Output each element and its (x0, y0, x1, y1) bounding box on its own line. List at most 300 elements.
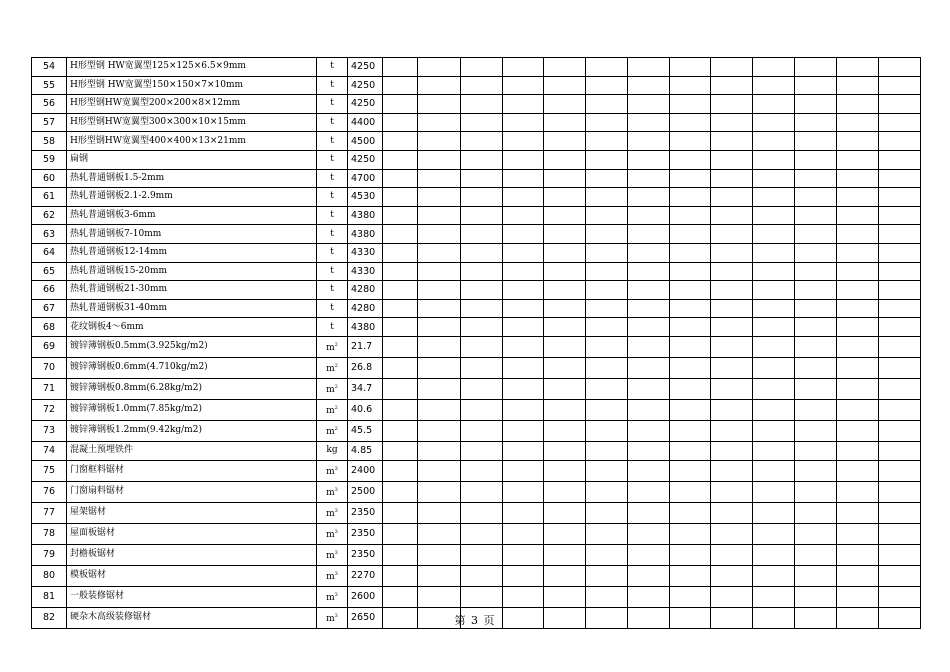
unit-exponent: 3 (334, 570, 338, 577)
unit (317, 378, 348, 399)
empty-cell (383, 281, 418, 300)
empty-cell (383, 169, 418, 188)
unit (317, 544, 348, 565)
empty-cell (837, 299, 879, 318)
empty-cell (586, 58, 628, 77)
row-number: 68 (32, 318, 67, 337)
row-number: 66 (32, 281, 67, 300)
empty-cell (879, 378, 921, 399)
empty-cell (544, 481, 586, 502)
empty-cell (670, 565, 711, 586)
empty-cell (795, 150, 837, 169)
empty-cell (670, 58, 711, 77)
row-number: 76 (32, 481, 67, 502)
empty-cell (586, 225, 628, 244)
empty-cell (586, 76, 628, 95)
unit-price: 4330 (348, 262, 383, 281)
empty-cell (670, 206, 711, 225)
empty-cell (383, 243, 418, 262)
material-name: H形型钢 HW宽翼型150×150×7×10mm (67, 76, 317, 95)
empty-cell (628, 95, 670, 114)
empty-cell (837, 281, 879, 300)
empty-cell (670, 188, 711, 207)
unit-price: 4250 (348, 58, 383, 77)
empty-cell (586, 169, 628, 188)
material-name: H形型钢HW宽翼型200×200×8×12mm (67, 95, 317, 114)
empty-cell (503, 281, 544, 300)
empty-cell (711, 299, 753, 318)
empty-cell (383, 113, 418, 132)
empty-cell (383, 132, 418, 151)
unit-exponent: 3 (334, 591, 338, 598)
row-number: 55 (32, 76, 67, 95)
empty-cell (711, 460, 753, 481)
unit-text: kg (326, 445, 338, 456)
empty-cell (418, 481, 461, 502)
unit-text: m (326, 363, 335, 374)
empty-cell (418, 58, 461, 77)
empty-cell (586, 523, 628, 544)
row-number: 54 (32, 58, 67, 77)
empty-cell (503, 378, 544, 399)
empty-cell (586, 95, 628, 114)
empty-cell (544, 58, 586, 77)
empty-cell (383, 95, 418, 114)
empty-cell (383, 378, 418, 399)
empty-cell (503, 169, 544, 188)
empty-cell (503, 544, 544, 565)
empty-cell (753, 262, 795, 281)
unit-price: 2500 (348, 481, 383, 502)
empty-cell (711, 565, 753, 586)
material-name: 热轧普通钢板31-40mm (67, 299, 317, 318)
empty-cell (795, 169, 837, 188)
empty-cell (879, 441, 921, 460)
row-number: 77 (32, 502, 67, 523)
unit-price: 4380 (348, 318, 383, 337)
table-row (32, 262, 921, 281)
empty-cell (753, 76, 795, 95)
empty-cell (586, 544, 628, 565)
table-row (32, 441, 921, 460)
empty-cell (795, 460, 837, 481)
unit-text: m (326, 571, 335, 582)
empty-cell (586, 113, 628, 132)
unit-price: 2350 (348, 523, 383, 544)
empty-cell (418, 95, 461, 114)
empty-cell (503, 357, 544, 378)
empty-cell (383, 188, 418, 207)
empty-cell (461, 441, 503, 460)
empty-cell (383, 262, 418, 281)
unit-price: 4500 (348, 132, 383, 151)
empty-cell (753, 318, 795, 337)
unit-price: 4280 (348, 281, 383, 300)
empty-cell (753, 565, 795, 586)
unit (317, 399, 348, 420)
empty-cell (837, 318, 879, 337)
empty-cell (670, 318, 711, 337)
table-row (32, 481, 921, 502)
material-name: 花纹钢板4～6mm (67, 318, 317, 337)
unit-exponent: 3 (334, 549, 338, 556)
empty-cell (418, 336, 461, 357)
empty-cell (837, 399, 879, 420)
row-number: 64 (32, 243, 67, 262)
empty-cell (753, 481, 795, 502)
empty-cell (795, 399, 837, 420)
empty-cell (670, 586, 711, 607)
empty-cell (753, 113, 795, 132)
empty-cell (879, 58, 921, 77)
empty-cell (461, 206, 503, 225)
empty-cell (418, 441, 461, 460)
unit-text: t (330, 228, 334, 239)
empty-cell (418, 188, 461, 207)
empty-cell (711, 206, 753, 225)
table-row (32, 132, 921, 151)
table-row (32, 420, 921, 441)
empty-cell (879, 357, 921, 378)
empty-cell (503, 225, 544, 244)
table-row (32, 95, 921, 114)
empty-cell (586, 502, 628, 523)
empty-cell (461, 378, 503, 399)
row-number: 81 (32, 586, 67, 607)
empty-cell (879, 113, 921, 132)
table-row (32, 544, 921, 565)
empty-cell (461, 76, 503, 95)
empty-cell (383, 318, 418, 337)
empty-cell (418, 225, 461, 244)
empty-cell (461, 523, 503, 544)
empty-cell (503, 523, 544, 544)
empty-cell (461, 565, 503, 586)
table-row (32, 523, 921, 544)
material-name: H形型钢 HW宽翼型125×125×6.5×9mm (67, 58, 317, 77)
unit-text: m (326, 613, 335, 624)
unit (317, 420, 348, 441)
material-name: 热轧普通钢板21-30mm (67, 281, 317, 300)
empty-cell (628, 132, 670, 151)
row-number: 69 (32, 336, 67, 357)
empty-cell (418, 132, 461, 151)
empty-cell (753, 399, 795, 420)
table-row (32, 336, 921, 357)
empty-cell (544, 378, 586, 399)
empty-cell (544, 188, 586, 207)
unit (317, 150, 348, 169)
empty-cell (544, 318, 586, 337)
empty-cell (544, 565, 586, 586)
empty-cell (383, 58, 418, 77)
unit (317, 481, 348, 502)
empty-cell (711, 399, 753, 420)
empty-cell (544, 262, 586, 281)
empty-cell (503, 441, 544, 460)
unit-price: 2270 (348, 565, 383, 586)
empty-cell (670, 502, 711, 523)
empty-cell (711, 225, 753, 244)
empty-cell (586, 262, 628, 281)
empty-cell (753, 188, 795, 207)
empty-cell (628, 420, 670, 441)
unit (317, 113, 348, 132)
empty-cell (837, 502, 879, 523)
empty-cell (795, 378, 837, 399)
empty-cell (586, 206, 628, 225)
empty-cell (628, 225, 670, 244)
empty-cell (503, 150, 544, 169)
table-row (32, 58, 921, 77)
empty-cell (711, 95, 753, 114)
unit-text: t (330, 284, 334, 295)
empty-cell (586, 481, 628, 502)
empty-cell (503, 76, 544, 95)
empty-cell (418, 399, 461, 420)
empty-cell (670, 523, 711, 544)
empty-cell (503, 586, 544, 607)
empty-cell (711, 318, 753, 337)
empty-cell (628, 113, 670, 132)
empty-cell (795, 206, 837, 225)
empty-cell (628, 460, 670, 481)
empty-cell (418, 378, 461, 399)
empty-cell (795, 544, 837, 565)
empty-cell (753, 441, 795, 460)
empty-cell (503, 502, 544, 523)
unit-text: t (330, 265, 334, 276)
empty-cell (383, 420, 418, 441)
empty-cell (418, 206, 461, 225)
row-number: 80 (32, 565, 67, 586)
empty-cell (795, 243, 837, 262)
empty-cell (586, 420, 628, 441)
row-number: 61 (32, 188, 67, 207)
empty-cell (461, 132, 503, 151)
empty-cell (670, 336, 711, 357)
row-number: 78 (32, 523, 67, 544)
empty-cell (628, 502, 670, 523)
material-name: 热轧普通钢板3-6mm (67, 206, 317, 225)
unit-price: 4250 (348, 95, 383, 114)
unit-text: t (330, 172, 334, 183)
empty-cell (879, 150, 921, 169)
row-number: 82 (32, 607, 67, 628)
empty-cell (503, 299, 544, 318)
material-name: H形型钢HW宽翼型400×400×13×21mm (67, 132, 317, 151)
empty-cell (670, 150, 711, 169)
empty-cell (628, 76, 670, 95)
empty-cell (711, 357, 753, 378)
unit (317, 188, 348, 207)
unit-text: t (330, 321, 334, 332)
material-name: 硬杂木高级装修锯材 (67, 607, 317, 628)
material-name: 屋面板锯材 (67, 523, 317, 544)
empty-cell (544, 399, 586, 420)
unit (317, 441, 348, 460)
empty-cell (461, 399, 503, 420)
empty-cell (503, 206, 544, 225)
unit-price: 2650 (348, 607, 383, 628)
empty-cell (879, 481, 921, 502)
unit-text: t (330, 210, 334, 221)
unit-price: 4380 (348, 206, 383, 225)
row-number: 65 (32, 262, 67, 281)
unit-exponent: 2 (334, 425, 338, 432)
unit-text: m (326, 550, 335, 561)
table-row (32, 225, 921, 244)
unit-text: m (326, 487, 335, 498)
table-row (32, 299, 921, 318)
unit-text: t (330, 303, 334, 314)
unit-text: m (326, 592, 335, 603)
empty-cell (383, 299, 418, 318)
empty-cell (544, 225, 586, 244)
table-row (32, 378, 921, 399)
material-name: 模板锯材 (67, 565, 317, 586)
empty-cell (670, 441, 711, 460)
empty-cell (418, 318, 461, 337)
row-number: 73 (32, 420, 67, 441)
empty-cell (418, 76, 461, 95)
empty-cell (586, 357, 628, 378)
unit-text: t (330, 61, 334, 72)
empty-cell (586, 336, 628, 357)
row-number: 67 (32, 299, 67, 318)
empty-cell (418, 586, 461, 607)
unit (317, 58, 348, 77)
empty-cell (711, 523, 753, 544)
empty-cell (418, 243, 461, 262)
empty-cell (461, 113, 503, 132)
table-row (32, 586, 921, 607)
empty-cell (628, 243, 670, 262)
empty-cell (837, 586, 879, 607)
empty-cell (670, 243, 711, 262)
empty-cell (879, 502, 921, 523)
empty-cell (795, 481, 837, 502)
empty-cell (461, 336, 503, 357)
empty-cell (879, 318, 921, 337)
empty-cell (795, 502, 837, 523)
empty-cell (879, 132, 921, 151)
empty-cell (418, 281, 461, 300)
unit-exponent: 2 (334, 383, 338, 390)
unit-price: 26.8 (348, 357, 383, 378)
empty-cell (795, 441, 837, 460)
empty-cell (586, 586, 628, 607)
empty-cell (711, 586, 753, 607)
empty-cell (753, 281, 795, 300)
table-body (32, 58, 921, 629)
material-name: 热轧普通钢板1.5-2mm (67, 169, 317, 188)
unit-price: 4400 (348, 113, 383, 132)
empty-cell (711, 150, 753, 169)
unit-exponent: 3 (334, 465, 338, 472)
empty-cell (544, 336, 586, 357)
empty-cell (383, 460, 418, 481)
empty-cell (461, 169, 503, 188)
unit-text: m (326, 426, 335, 437)
empty-cell (503, 565, 544, 586)
empty-cell (461, 243, 503, 262)
empty-cell (753, 58, 795, 77)
row-number: 58 (32, 132, 67, 151)
empty-cell (418, 420, 461, 441)
empty-cell (837, 441, 879, 460)
empty-cell (503, 336, 544, 357)
unit-exponent: 3 (334, 528, 338, 535)
empty-cell (837, 378, 879, 399)
empty-cell (628, 150, 670, 169)
empty-cell (628, 586, 670, 607)
table-row (32, 399, 921, 420)
unit-price: 4700 (348, 169, 383, 188)
empty-cell (753, 206, 795, 225)
unit-price: 21.7 (348, 336, 383, 357)
unit-text: t (330, 79, 334, 90)
empty-cell (628, 281, 670, 300)
empty-cell (795, 58, 837, 77)
empty-cell (383, 336, 418, 357)
row-number: 74 (32, 441, 67, 460)
empty-cell (879, 460, 921, 481)
unit (317, 460, 348, 481)
empty-cell (879, 420, 921, 441)
material-name: 热轧普通钢板2.1-2.9mm (67, 188, 317, 207)
material-name: 一般装修锯材 (67, 586, 317, 607)
empty-cell (544, 299, 586, 318)
empty-cell (753, 420, 795, 441)
empty-cell (753, 95, 795, 114)
unit-price: 4380 (348, 225, 383, 244)
empty-cell (628, 399, 670, 420)
empty-cell (837, 95, 879, 114)
empty-cell (670, 357, 711, 378)
empty-cell (711, 188, 753, 207)
unit (317, 357, 348, 378)
empty-cell (544, 150, 586, 169)
table-row (32, 502, 921, 523)
empty-cell (383, 399, 418, 420)
empty-cell (461, 357, 503, 378)
empty-cell (418, 460, 461, 481)
unit-price: 2600 (348, 586, 383, 607)
empty-cell (586, 243, 628, 262)
empty-cell (837, 169, 879, 188)
empty-cell (670, 76, 711, 95)
empty-cell (837, 262, 879, 281)
empty-cell (753, 150, 795, 169)
unit-exponent: 2 (334, 404, 338, 411)
empty-cell (879, 95, 921, 114)
empty-cell (628, 481, 670, 502)
empty-cell (461, 502, 503, 523)
unit-price: 4530 (348, 188, 383, 207)
material-name: 镀锌簿钢板1.2mm(9.42kg/m2) (67, 420, 317, 441)
table-row (32, 169, 921, 188)
empty-cell (879, 206, 921, 225)
empty-cell (795, 586, 837, 607)
table-row (32, 357, 921, 378)
empty-cell (586, 399, 628, 420)
empty-cell (879, 169, 921, 188)
row-number: 62 (32, 206, 67, 225)
empty-cell (795, 299, 837, 318)
empty-cell (628, 188, 670, 207)
unit (317, 281, 348, 300)
